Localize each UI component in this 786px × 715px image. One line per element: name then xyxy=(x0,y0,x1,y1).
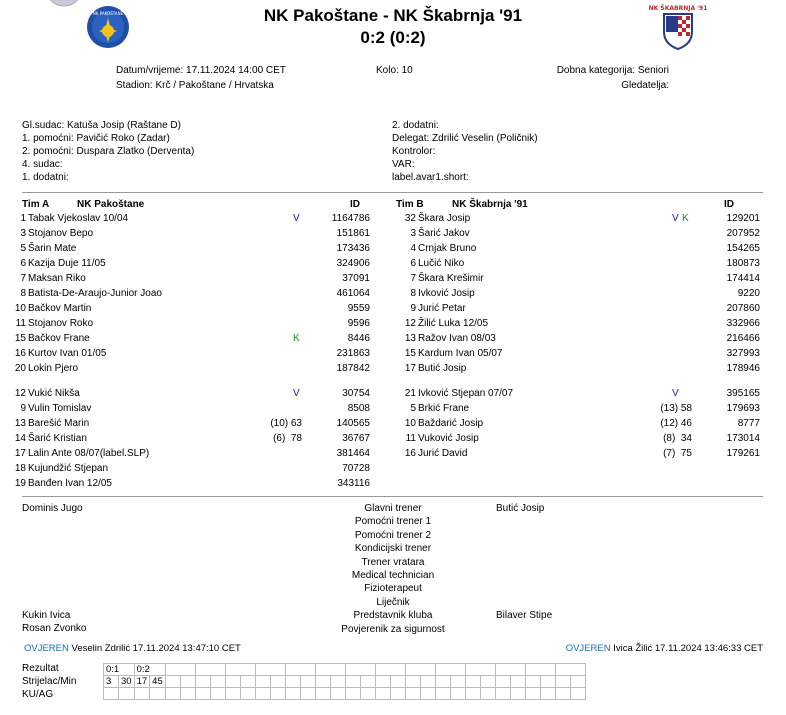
scorer-cell xyxy=(315,676,330,688)
result-cell xyxy=(345,664,375,676)
scorer-cell: 30 xyxy=(119,676,135,688)
away-head-coach: Butić Josip xyxy=(496,503,545,514)
player-id: 8508 xyxy=(347,403,370,414)
player-name: Kujundžić Stjepan xyxy=(28,463,109,474)
scorer-cell xyxy=(240,676,255,688)
official-additional-1: 1. dodatni: xyxy=(22,172,69,183)
scorer-row xyxy=(104,676,586,688)
scorer-cell xyxy=(570,676,585,688)
result-cell xyxy=(225,664,255,676)
scorer-cell xyxy=(420,676,435,688)
ku-ag-cell xyxy=(480,688,495,700)
ku-ag-cell xyxy=(465,688,480,700)
player-number: 9 xyxy=(410,303,416,314)
staff-role-label: Pomoćni trener 1 xyxy=(354,516,432,528)
player-name: Tabak Vjekoslav 10/04 xyxy=(28,213,129,224)
official-delegate: Delegat: Zdrilić Veselin (Poličnik) xyxy=(392,133,538,144)
player-number: 13 xyxy=(14,418,26,429)
official-assistant-2: 2. pomoćni: Duspara Zlatko (Derventa) xyxy=(22,146,195,157)
ku-ag-cell xyxy=(210,688,225,700)
official-avar: label.avar1.short: xyxy=(392,172,469,183)
player-number: 12 xyxy=(404,318,416,329)
player-id: 9220 xyxy=(737,288,760,299)
player-name: Šarić Kristian xyxy=(28,433,87,444)
player-name: Šarin Mate xyxy=(28,243,77,254)
player-id: 343116 xyxy=(337,478,370,489)
player-name: Brkić Frane xyxy=(418,403,470,414)
staff-role-label: Kondicijski trener xyxy=(354,543,432,555)
player-name: Vulin Tomislav xyxy=(28,403,92,414)
substitution-info: (7) 75 xyxy=(663,448,692,459)
scorer-cell xyxy=(450,676,465,688)
team-b-name: NK Škabrnja '91 xyxy=(452,199,528,210)
player-id: 173436 xyxy=(336,243,370,254)
ku-ag-cell xyxy=(375,688,390,700)
away-club-representative: Bilaver Stipe xyxy=(496,610,553,621)
official-referee: Gl.sudac: Katuša Josip (Raštane D) xyxy=(22,120,181,131)
scorer-cell xyxy=(555,676,570,688)
ku-ag-cell xyxy=(555,688,570,700)
verified-label: OVJEREN xyxy=(24,643,69,654)
player-number: 6 xyxy=(20,258,26,269)
player-number: 8 xyxy=(410,288,416,299)
player-number: 16 xyxy=(404,448,416,459)
player-id: 207860 xyxy=(726,303,760,314)
ku-ag-cell xyxy=(315,688,330,700)
player-mark: V xyxy=(672,213,679,224)
home-security-officer: Rosan Zvonko xyxy=(22,623,87,634)
player-number: 14 xyxy=(14,433,26,444)
player-id: 30754 xyxy=(342,388,370,399)
result-label: Rezultat xyxy=(22,663,59,674)
ku-ag-cell xyxy=(300,688,315,700)
player-number: 17 xyxy=(404,363,416,374)
home-head-coach: Dominis Jugo xyxy=(22,503,83,514)
player-id: 180873 xyxy=(726,258,760,269)
result-cell xyxy=(525,664,555,676)
team-b-label: Tim B xyxy=(396,199,424,210)
player-name: Ivković Josip xyxy=(418,288,475,299)
player-name: Škara Josip xyxy=(418,213,471,224)
scorer-cell xyxy=(390,676,405,688)
scorer-cell xyxy=(285,676,300,688)
player-number: 10 xyxy=(14,303,26,314)
player-id: 324906 xyxy=(336,258,370,269)
player-id: 461064 xyxy=(336,288,370,299)
player-number: 11 xyxy=(15,318,26,329)
player-number: 4 xyxy=(410,243,416,254)
scorer-cell xyxy=(165,676,180,688)
player-id: 8777 xyxy=(737,418,760,429)
ku-ag-label: KU/AG xyxy=(22,689,54,700)
player-number: 16 xyxy=(14,348,26,359)
staff-role-label: Povjerenik za sigurnost xyxy=(341,623,445,635)
team-a-label: Tim A xyxy=(22,199,50,210)
result-cell xyxy=(375,664,405,676)
verified-label: OVJEREN xyxy=(565,643,611,654)
match-score: 0:2 (0:2) xyxy=(360,28,426,47)
player-name: Baždarić Josip xyxy=(418,418,484,429)
player-number: 8 xyxy=(20,288,26,299)
team-a-name: NK Pakoštane xyxy=(77,199,145,210)
player-name: Vuković Josip xyxy=(418,433,479,444)
player-name: Stojanov Roko xyxy=(28,318,94,329)
official-assistant-1: 1. pomoćni: Pavičić Roko (Zadar) xyxy=(22,133,170,144)
team-a-id-header: ID xyxy=(350,199,360,210)
away-verification xyxy=(566,643,763,654)
ku-ag-cell xyxy=(225,688,240,700)
player-name: Banđen Ivan 12/05 xyxy=(28,478,112,489)
ku-ag-cell xyxy=(270,688,285,700)
result-cell: 0:2 xyxy=(134,664,165,676)
home-team-name: NK Pakoštane xyxy=(263,6,379,25)
ku-ag-cell xyxy=(495,688,510,700)
team-b-id-header: ID xyxy=(724,199,734,210)
player-number: 18 xyxy=(14,463,26,474)
divider xyxy=(22,192,763,193)
player-name: Ražov Ivan 08/03 xyxy=(418,333,496,344)
home-verification xyxy=(24,643,241,654)
staff-role-label: Trener vratara xyxy=(361,556,425,568)
scorer-cell xyxy=(405,676,420,688)
match-round: Kolo: 10 xyxy=(376,65,413,76)
player-number: 13 xyxy=(404,333,416,344)
player-mark: K xyxy=(293,333,300,344)
player-number: 15 xyxy=(404,348,416,359)
player-name: Bačkov Frane xyxy=(28,333,90,344)
player-name: Maksan Riko xyxy=(28,273,86,284)
ku-ag-cell xyxy=(330,688,345,700)
result-cell xyxy=(255,664,285,676)
scorer-cell xyxy=(540,676,555,688)
player-name: Vukić Nikša xyxy=(28,388,80,399)
player-name: Šarić Jakov xyxy=(418,228,470,239)
results-grid xyxy=(103,663,586,700)
result-cell xyxy=(195,664,225,676)
player-number: 7 xyxy=(20,273,26,284)
player-number: 9 xyxy=(20,403,26,414)
player-id: 187842 xyxy=(336,363,370,374)
result-cell xyxy=(495,664,525,676)
scorer-cell xyxy=(225,676,240,688)
player-number: 21 xyxy=(404,388,416,399)
player-name: Ivković Stjepan 07/07 xyxy=(418,388,514,399)
player-id: 129201 xyxy=(726,213,760,224)
player-id: 381464 xyxy=(336,448,370,459)
player-id: 395165 xyxy=(726,388,760,399)
player-number: 11 xyxy=(405,433,416,444)
player-number: 15 xyxy=(14,333,26,344)
official-var: VAR: xyxy=(392,159,415,170)
scorer-cell xyxy=(195,676,210,688)
player-id: 216466 xyxy=(726,333,760,344)
scorer-cell xyxy=(330,676,345,688)
player-number: 19 xyxy=(14,478,26,489)
result-row xyxy=(104,664,586,676)
ku-ag-cell xyxy=(540,688,555,700)
ku-ag-cell xyxy=(360,688,375,700)
match-title: NK Pakoštane - NK Škabrnja '91 xyxy=(263,6,523,25)
player-number: 20 xyxy=(14,363,26,374)
ku-ag-cell xyxy=(390,688,405,700)
scorer-cell xyxy=(210,676,225,688)
player-number: 10 xyxy=(404,418,416,429)
ku-ag-cell xyxy=(180,688,195,700)
ku-ag-cell xyxy=(570,688,585,700)
result-cell xyxy=(435,664,465,676)
player-name: Bačkov Martin xyxy=(28,303,92,314)
player-id: 332966 xyxy=(726,318,760,329)
player-id: 179261 xyxy=(726,448,760,459)
match-stadium: Stadion: Krč / Pakoštane / Hrvatska xyxy=(116,80,274,91)
substitution-info: (8) 34 xyxy=(663,433,692,444)
player-id: 174414 xyxy=(726,273,760,284)
ku-ag-cell xyxy=(285,688,300,700)
player-name: Butić Josip xyxy=(418,363,467,374)
ku-ag-cell xyxy=(525,688,540,700)
player-id: 154265 xyxy=(726,243,760,254)
ku-ag-cell xyxy=(150,688,166,700)
verification-text: Ivica Žilić 17.11.2024 13:46:33 CET xyxy=(613,643,763,654)
ku-ag-cell xyxy=(195,688,210,700)
result-cell xyxy=(315,664,345,676)
scorer-cell xyxy=(465,676,480,688)
scorer-cell xyxy=(255,676,270,688)
verification-text: Veselin Zdrilić 17.11.2024 13:47:10 CET xyxy=(71,643,241,654)
player-name: Jurić David xyxy=(418,448,468,459)
substitution-info: (10) 63 xyxy=(270,418,302,429)
result-cell xyxy=(285,664,315,676)
scorer-cell xyxy=(510,676,525,688)
scorer-cell xyxy=(495,676,510,688)
result-cell: 0:1 xyxy=(104,664,135,676)
player-id: 179693 xyxy=(726,403,760,414)
staff-role-label: Liječnik xyxy=(376,596,410,608)
player-number: 1 xyxy=(20,213,26,224)
ku-ag-cell xyxy=(510,688,525,700)
player-number: 12 xyxy=(14,388,26,399)
player-name: Stojanov Bepo xyxy=(28,228,94,239)
player-mark: K xyxy=(682,213,689,224)
result-cell xyxy=(405,664,435,676)
substitution-info: (12) 46 xyxy=(660,418,692,429)
player-mark: V xyxy=(672,388,679,399)
scorer-cell: 45 xyxy=(150,676,166,688)
player-number: 3 xyxy=(20,228,26,239)
player-id: 178946 xyxy=(726,363,760,374)
ku-ag-row xyxy=(104,688,586,700)
player-number: 3 xyxy=(410,228,416,239)
player-name: Barešić Marin xyxy=(28,418,90,429)
scorer-cell xyxy=(360,676,375,688)
player-number: 32 xyxy=(404,213,416,224)
ku-ag-cell xyxy=(345,688,360,700)
ku-ag-cell xyxy=(450,688,465,700)
player-id: 9559 xyxy=(347,303,370,314)
ku-ag-cell xyxy=(405,688,420,700)
player-name: Crnjak Bruno xyxy=(418,243,477,254)
result-cell xyxy=(555,664,585,676)
player-name: Batista-De-Araujo-Junior Joao xyxy=(28,288,162,299)
ku-ag-cell xyxy=(134,688,150,700)
player-name: Kazija Duje 11/05 xyxy=(28,258,106,269)
player-mark: V xyxy=(293,388,300,399)
match-datetime: Datum/vrijeme: 17.11.2024 14:00 CET xyxy=(116,65,286,76)
ku-ag-cell xyxy=(119,688,135,700)
player-id: 151861 xyxy=(336,228,370,239)
player-name: Jurić Petar xyxy=(418,303,466,314)
player-id: 70728 xyxy=(342,463,370,474)
scorer-cell xyxy=(480,676,495,688)
official-additional-2: 2. dodatni: xyxy=(392,120,439,131)
player-mark: V xyxy=(293,213,300,224)
staff-role-label: Fizioterapeut xyxy=(364,583,422,595)
staff-role-label: Pomoćni trener 2 xyxy=(354,529,432,541)
scorer-cell: 17 xyxy=(134,676,150,688)
staff-role-label: Glavni trener xyxy=(364,503,422,514)
ku-ag-cell xyxy=(104,688,119,700)
player-number: 6 xyxy=(410,258,416,269)
player-id: 207952 xyxy=(726,228,760,239)
substitution-info: (13) 58 xyxy=(660,403,692,414)
ku-ag-cell xyxy=(435,688,450,700)
scorer-cell xyxy=(270,676,285,688)
player-name: Lučić Niko xyxy=(418,258,465,269)
official-fourth: 4. sudac: xyxy=(22,159,63,170)
scorer-cell xyxy=(180,676,195,688)
player-name: Žilić Luka 12/05 xyxy=(418,318,489,329)
svg-text:NK ŠKABRNJA '91: NK ŠKABRNJA '91 xyxy=(648,5,708,12)
player-id: 1164786 xyxy=(331,213,370,224)
player-id: 9596 xyxy=(347,318,370,329)
result-cell xyxy=(165,664,195,676)
spectators: Gledatelja: xyxy=(621,80,669,91)
scorer-cell xyxy=(345,676,360,688)
result-cell xyxy=(465,664,495,676)
ku-ag-cell xyxy=(255,688,270,700)
staff-role-label: Medical technician xyxy=(351,570,435,581)
substitution-info: (6) 78 xyxy=(273,433,302,444)
player-name: Lalin Ante 08/07(label.SLP) xyxy=(28,448,150,459)
scorer-cell xyxy=(525,676,540,688)
player-name: Lokin Pjero xyxy=(28,363,79,374)
ku-ag-cell xyxy=(420,688,435,700)
scorer-cell xyxy=(435,676,450,688)
age-category: Dobna kategorija: Seniori xyxy=(556,65,669,76)
away-team-name: NK Škabrnja '91 xyxy=(393,6,523,25)
player-id: 231863 xyxy=(336,348,370,359)
player-id: 37091 xyxy=(342,273,370,284)
staff-role-label: Predstavnik kluba xyxy=(353,610,433,622)
scorer-cell: 3 xyxy=(104,676,119,688)
player-number: 5 xyxy=(20,243,26,254)
player-id: 327993 xyxy=(726,348,760,359)
scorer-label: Strijelac/Min xyxy=(22,676,77,687)
svg-text:NK PAKOŠTANE: NK PAKOŠTANE xyxy=(92,11,124,16)
player-number: 7 xyxy=(410,273,416,284)
player-id: 36767 xyxy=(342,433,370,444)
player-id: 8446 xyxy=(347,333,370,344)
scorer-cell xyxy=(375,676,390,688)
player-id: 173014 xyxy=(726,433,760,444)
player-name: Škara Krešimir xyxy=(418,273,484,284)
player-number: 17 xyxy=(14,448,26,459)
ku-ag-cell xyxy=(165,688,180,700)
player-number: 5 xyxy=(410,403,416,414)
divider xyxy=(22,496,763,497)
player-id: 140565 xyxy=(336,418,370,429)
player-name: Kurtov Ivan 01/05 xyxy=(28,348,107,359)
player-name: Kardum Ivan 05/07 xyxy=(418,348,503,359)
ku-ag-cell xyxy=(240,688,255,700)
scorer-cell xyxy=(300,676,315,688)
home-club-representative: Kukin Ivica xyxy=(22,610,71,621)
official-controller: Kontrolor: xyxy=(392,146,436,157)
